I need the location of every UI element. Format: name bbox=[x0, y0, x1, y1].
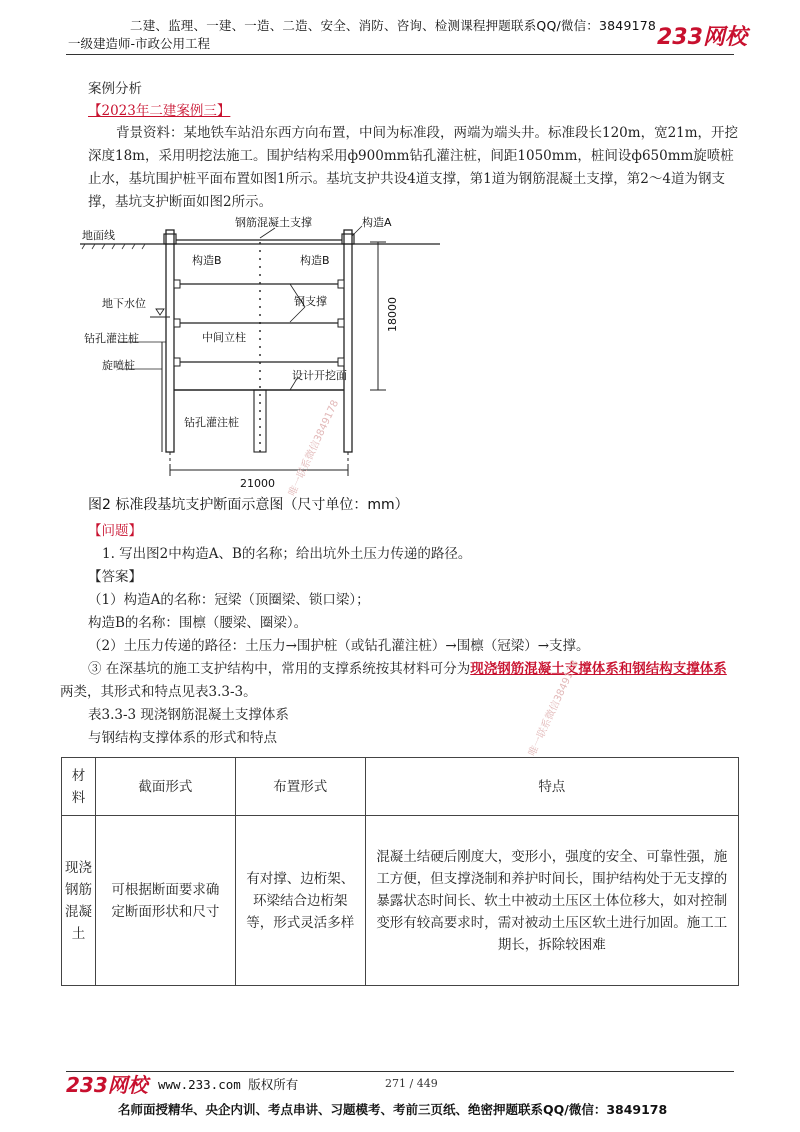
label-steel-support: 钢支撑 bbox=[294, 295, 327, 308]
th-layout: 布置形式 bbox=[235, 758, 365, 816]
support-system-note bbox=[60, 658, 740, 704]
header-logo-sub: 网校 bbox=[702, 25, 747, 50]
question-text: 1. 写出图2中构造A、B的名称；给出坑外土压力传递的路径。 bbox=[102, 546, 472, 562]
table-header-row bbox=[62, 758, 739, 816]
header-logo bbox=[657, 20, 747, 51]
ground-hatch bbox=[82, 244, 145, 249]
td-material: 现浇钢筋混凝土 bbox=[62, 816, 96, 986]
waler-1-right bbox=[338, 280, 344, 288]
label-struct-b-right: 构造B bbox=[300, 254, 330, 267]
note-suffix: 两类，其形式和特点见表3.3-3。 bbox=[60, 684, 257, 700]
waler-2-left bbox=[174, 319, 180, 327]
waler-1-left bbox=[174, 280, 180, 288]
groundwater-symbol bbox=[156, 309, 164, 315]
page-number: 271 / 449 bbox=[385, 1077, 438, 1090]
table-title-line-1: 表3.3-3 现浇钢筋混凝土支撑体系 bbox=[88, 707, 289, 723]
label-bored-pile-bottom: 钻孔灌注桩 bbox=[184, 416, 239, 429]
label-bored-pile-left: 钻孔灌注桩 bbox=[84, 332, 139, 345]
case-title: 【2023年二建案例三】 bbox=[88, 103, 231, 119]
table-row bbox=[62, 816, 739, 986]
header-subject: 一级建造师-市政公用工程 bbox=[68, 36, 211, 51]
waler-2-right bbox=[338, 319, 344, 327]
label-struct-a: 构造A bbox=[362, 216, 392, 229]
answer-line-1: （1）构造A的名称：冠梁（顶圈梁、锁口梁）； bbox=[88, 592, 370, 608]
support-section-diagram bbox=[80, 212, 480, 497]
answer-line-2: 构造B的名称：围檩（腰梁、圈梁）。 bbox=[88, 615, 308, 631]
footer-logo-sub: 网校 bbox=[107, 1073, 148, 1097]
footer-logo bbox=[66, 1069, 148, 1098]
footer-copyright: www.233.com 版权所有 bbox=[158, 1077, 299, 1092]
th-material: 材料 bbox=[62, 758, 96, 816]
th-features: 特点 bbox=[365, 758, 738, 816]
right-bored-pile bbox=[344, 230, 352, 452]
figure-caption: 图2 标准段基坑支护断面示意图（尺寸单位：mm） bbox=[88, 497, 409, 513]
table-title-line-2: 与钢结构支撑体系的形式和特点 bbox=[88, 730, 277, 746]
td-layout: 有对撑、边桁架、环梁结合边桁架等，形式灵活多样 bbox=[235, 816, 365, 986]
left-bored-pile bbox=[166, 230, 174, 452]
header-rule bbox=[66, 54, 734, 55]
footer-rule bbox=[66, 1071, 734, 1072]
watermark-1: 唯一联系微信3849178 bbox=[287, 398, 342, 499]
answer-tag: 【答案】 bbox=[88, 569, 142, 585]
label-jet-grout: 旋喷桩 bbox=[102, 359, 135, 372]
header-contact-line: 二建、监理、一建、一造、二造、安全、消防、咨询、检测课程押题联系QQ/微信：3849178 bbox=[130, 18, 657, 33]
td-section: 可根据断面要求确定断面形状和尺寸 bbox=[95, 816, 235, 986]
question-tag: 【问题】 bbox=[88, 523, 142, 539]
label-design-excavation: 设计开挖面 bbox=[292, 369, 347, 382]
answer-line-3: （2）土压力传递的路径：土压力→围护桩（或钻孔灌注桩）→围檩（冠梁）→支撑。 bbox=[88, 638, 590, 654]
th-section: 截面形式 bbox=[95, 758, 235, 816]
label-depth-dim: 18000 bbox=[386, 297, 399, 332]
label-width-dim: 21000 bbox=[240, 477, 275, 490]
label-rc-support: 钢筋混凝土支撑 bbox=[235, 216, 312, 229]
header-logo-main: 233 bbox=[657, 25, 703, 50]
support-system-table bbox=[61, 757, 739, 986]
label-ground-line: 地面线 bbox=[82, 229, 115, 242]
background-paragraph: 背景资料：某地铁车站沿东西方向布置，中间为标准段，两端为端头井。标准段长120m，宽21m，开挖深度18m，采用明挖法施工。围护结构采用ф900mm钻孔灌注桩，间距1050mm，桩间设ф650mm旋喷桩止水，基坑围护桩平面布置如图1所示。基坑支护共设4道支撑，第1道为钢筋混凝土支撑，第2～4道为钢支撑，基坑支护断面如图2所示。 bbox=[88, 125, 739, 210]
label-struct-b-left: 构造B bbox=[192, 254, 222, 267]
note-highlight: 现浇钢筋混凝土支撑体系和钢结构支撑体系 bbox=[470, 661, 727, 677]
footer-logo-main: 233 bbox=[66, 1073, 108, 1097]
label-middle-column: 中间立柱 bbox=[202, 331, 246, 344]
label-groundwater: 地下水位 bbox=[102, 297, 146, 310]
section-title: 案例分析 bbox=[88, 81, 142, 97]
note-prefix: ③ 在深基坑的施工支护结构中，常用的支撑系统按其材料可分为 bbox=[88, 661, 471, 677]
watermark-2: 唯一联系微信3849178 bbox=[527, 658, 582, 759]
footer-contact-line: 名师面授精华、央企内训、考点串讲、习题模考、考前三页纸、绝密押题联系QQ/微信：3849178 bbox=[118, 1102, 668, 1117]
waler-3-left bbox=[174, 358, 180, 366]
waler-3-right bbox=[338, 358, 344, 366]
td-features: 混凝土结硬后刚度大，变形小，强度的安全、可靠性强，施工方便，但支撑浇制和养护时间长，围护结构处于无支撑的暴露状态时间长、软土中被动土压区土体位移大，如对控制变形有较高要求时，需对被动土压区软土进行加固。施工工期长，拆除较困难 bbox=[365, 816, 738, 986]
